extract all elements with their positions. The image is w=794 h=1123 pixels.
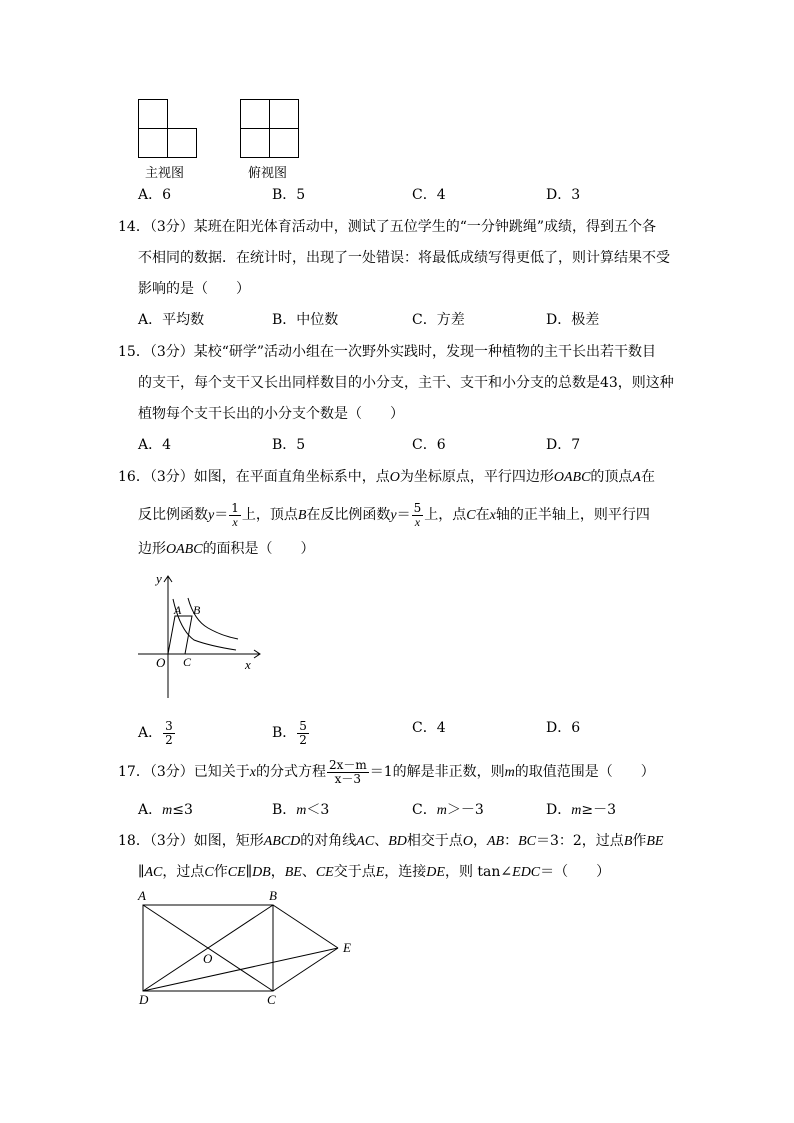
- label-b: B: [269, 888, 277, 903]
- q14-option-a[interactable]: A．平均数: [138, 312, 205, 328]
- q18-stem-line-1: 18．（3分）如图，矩形ABCD的对角线AC、BD相交于点O，AB：BC＝3：2，过点B作BE: [118, 833, 664, 849]
- top-view-caption: 俯视图: [248, 166, 288, 181]
- q15-option-a[interactable]: A．4: [138, 437, 172, 453]
- q14-option-b[interactable]: B．中位数: [272, 312, 339, 328]
- q17-stem-line: 17．（3分）已知关于x的分式方程 $\frac{2x-m}{x-3}$ ＝1的解是非正数，则m的取值范围是（ ）: [118, 757, 655, 786]
- label-o: O: [203, 951, 213, 966]
- q16-stem-line-3: 边形OABC的面积是（ ）: [138, 541, 315, 557]
- q18-stem-line-2: ∥AC，过点C作CE∥DB，BE、CE交于点E，连接DE，则 tan∠EDC＝（ ）: [138, 864, 611, 880]
- label-a: A: [174, 603, 182, 617]
- q16-option-a[interactable]: A． $\frac{3}{2}$: [138, 718, 173, 747]
- label-a: A: [138, 888, 146, 903]
- fraction-1-over-x: $\frac{1}{x}$: [231, 500, 239, 529]
- segment-ce: [273, 948, 338, 991]
- q15-option-d[interactable]: D．7: [546, 437, 581, 453]
- q13-option-a[interactable]: A．6: [138, 187, 172, 203]
- segment-de: [143, 948, 338, 991]
- front-view-caption: 主视图: [145, 166, 185, 181]
- label-b: B: [193, 603, 201, 617]
- q17-option-a[interactable]: A．m≤3: [138, 802, 193, 818]
- fraction-5-over-x: $\frac{5}{x}$: [413, 500, 422, 529]
- q16-stem-line-2: 反比例函数y＝ $\frac{1}{x}$ 上，顶点B在反比例函数y＝ $\frac{5}{x}$ 上，点C在x轴的正半轴上，则平行四: [138, 500, 650, 529]
- q16-coordinate-graph: [130, 568, 270, 703]
- q16-stem-line-1: 16．（3分）如图，在平面直角坐标系中，点O为坐标原点，平行四边形OABC的顶点A在: [118, 469, 655, 485]
- q14-option-c[interactable]: C．方差: [412, 312, 465, 328]
- top-view-figure: [238, 97, 302, 161]
- label-y: y: [156, 571, 162, 586]
- q15-stem-line-1: 15．（3分）某校“研学”活动小组在一次野外实践时，发现一种植物的主干长出若干数目: [118, 344, 657, 360]
- q17-option-c[interactable]: C．m＞－3: [412, 802, 484, 818]
- q18-rectangle-figure: [130, 885, 370, 1010]
- label-o: O: [156, 655, 166, 670]
- curve-y-1-over-x: [173, 599, 236, 650]
- label-x: x: [245, 657, 251, 672]
- q15-stem-line-2: 的支干，每个支干又长出同样数目的小分支，主干、支干和小分支的总数是43，则这种: [138, 375, 674, 391]
- q13-option-c[interactable]: C．4: [412, 187, 446, 203]
- q14-option-d[interactable]: D．极差: [546, 312, 600, 328]
- q17-option-b[interactable]: B．m＜3: [272, 802, 330, 818]
- q15-stem-line-3: 植物每个支干长出的小分支个数是（ ）: [138, 406, 404, 422]
- q14-stem-line-1: 14．（3分）某班在阳光体育活动中，测试了五位学生的“一分钟跳绳”成绩，得到五个各: [118, 219, 657, 235]
- label-e: E: [343, 940, 351, 955]
- q16-option-d[interactable]: D．6: [546, 720, 581, 736]
- q17-option-d[interactable]: D．m≥－3: [546, 802, 616, 818]
- q15-option-c[interactable]: C．6: [412, 437, 446, 453]
- q14-stem-line-2: 不相同的数据．在统计时，出现了一处错误：将最低成绩写得更低了，则计算结果不受: [138, 250, 670, 266]
- label-c: C: [267, 992, 276, 1007]
- q13-option-d[interactable]: D．3: [546, 187, 581, 203]
- label-c: C: [183, 655, 192, 669]
- segment-be: [273, 905, 338, 948]
- front-view-figure: [136, 97, 200, 161]
- q16-option-b[interactable]: B． $\frac{5}{2}$: [272, 718, 307, 747]
- label-d: D: [139, 992, 149, 1007]
- fraction-2x-m-over-x-3: $\frac{2x-m}{x-3}$: [328, 757, 367, 786]
- q16-option-c[interactable]: C．4: [412, 720, 446, 736]
- q14-stem-line-3: 影响的是（ ）: [138, 281, 250, 297]
- q13-option-b[interactable]: B．5: [272, 187, 306, 203]
- q15-option-b[interactable]: B．5: [272, 437, 306, 453]
